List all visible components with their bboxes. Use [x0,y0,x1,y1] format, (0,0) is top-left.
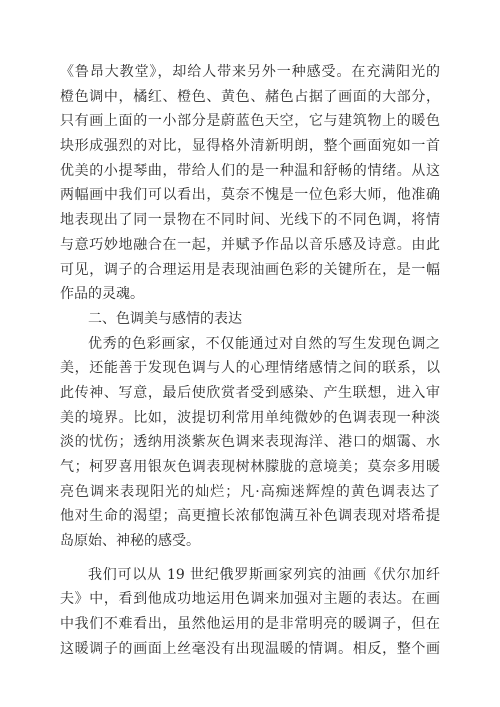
text-line [60,356,440,381]
text-line-content: 可见，调子的合理运用是表现油画色彩的关键所在，是一幅 [60,261,440,278]
text-line-content: 中我们不难看出，虽然他运用的是非常明亮的暖调子，但在 [60,616,440,633]
text-line [60,60,440,85]
text-line-content: 气；柯罗喜用银灰色调表现树林朦胧的意境美；莫奈多用暖 [60,459,440,475]
text-line [60,480,440,505]
text-line-content: 夫》中，看到他成功地运用色调来加强对主题的表达。在画 [60,591,440,608]
text-line [60,134,440,159]
text-line [60,183,440,208]
text-line-content: 亮色调来表现阳光的灿烂；凡·高痴迷辉煌的黄色调表达了 [60,483,440,500]
text-line-content: 岛原始、神秘的感受。 [60,533,200,550]
text-line-content: 优美的小提琴曲，带给人们的是一种温和舒畅的情绪。从这 [60,162,440,179]
text-line [60,587,440,612]
text-line [60,159,440,184]
text-line-content: 美，还能善于发现色调与人的心理情绪感情之间的联系，以 [60,360,440,377]
text-line [60,529,440,554]
document-page [60,60,440,662]
text-line [60,430,440,455]
text-line-content: 与意巧妙地融合在一起，并赋予作品以音乐感及诗意。由此 [60,236,440,253]
text-line-content: 两幅画中我们可以看出，莫奈不愧是一位色彩大师，他准确 [60,187,440,204]
paragraph-3 [60,563,440,662]
heading-text: 二、色调美与感情的表达 [88,310,242,327]
text-line [60,258,440,283]
text-line-content: 美的境界。比如，波提切利常用单纯微妙的色调表现一种淡 [60,409,440,426]
text-line [60,637,440,662]
text-line [60,233,440,258]
paragraph-gap [60,554,440,563]
text-line-content: 我们可以从 19 世纪俄罗斯画家列宾的油画《伏尔加纤 [88,566,440,583]
text-line [60,504,440,529]
text-line [60,332,440,357]
text-line [60,381,440,406]
text-line-content: 《鲁昂大教堂》，却给人带来另外一种感受。在充满阳光的 [60,64,440,80]
text-line [60,109,440,134]
text-line-content: 作品的灵魂。 [60,286,144,303]
heading-line [60,307,440,332]
section-heading [60,307,440,332]
text-line-content: 橙色调中，橘红、橙色、黄色、赭色占据了画面的大部分， [60,88,440,105]
text-line [60,612,440,637]
text-line [60,208,440,233]
paragraph-1 [60,60,440,307]
text-line [60,85,440,110]
text-line-content: 他对生命的渴望；高更擅长浓郁饱满互补色调表现对塔希提 [60,508,440,525]
text-line-content: 地表现出了同一景物在不同时间、光线下的不同色调，将情 [60,212,440,229]
text-line-content: 这暖调子的画面上丝毫没有出现温暖的情调。相反，整个画 [60,640,440,657]
text-line [60,455,440,480]
text-line-content: 此传神、写意，最后使欣赏者受到感染、产生联想，进入审 [60,384,440,401]
text-line-content: 优秀的色彩画家，不仅能通过对自然的写生发现色调之 [88,335,440,352]
text-line-content: 块形成强烈的对比，显得格外清新明朗，整个画面宛如一首 [60,138,440,155]
text-line [60,406,440,431]
text-line-content: 淡的忧伤；透纳用淡紫灰色调来表现海洋、港口的烟霭、水 [60,434,440,451]
text-line-content: 只有画上面的一小部分是蔚蓝色天空，它与建筑物上的暖色 [60,113,440,130]
text-line [60,563,440,588]
paragraph-2 [60,332,440,554]
text-line [60,282,440,307]
